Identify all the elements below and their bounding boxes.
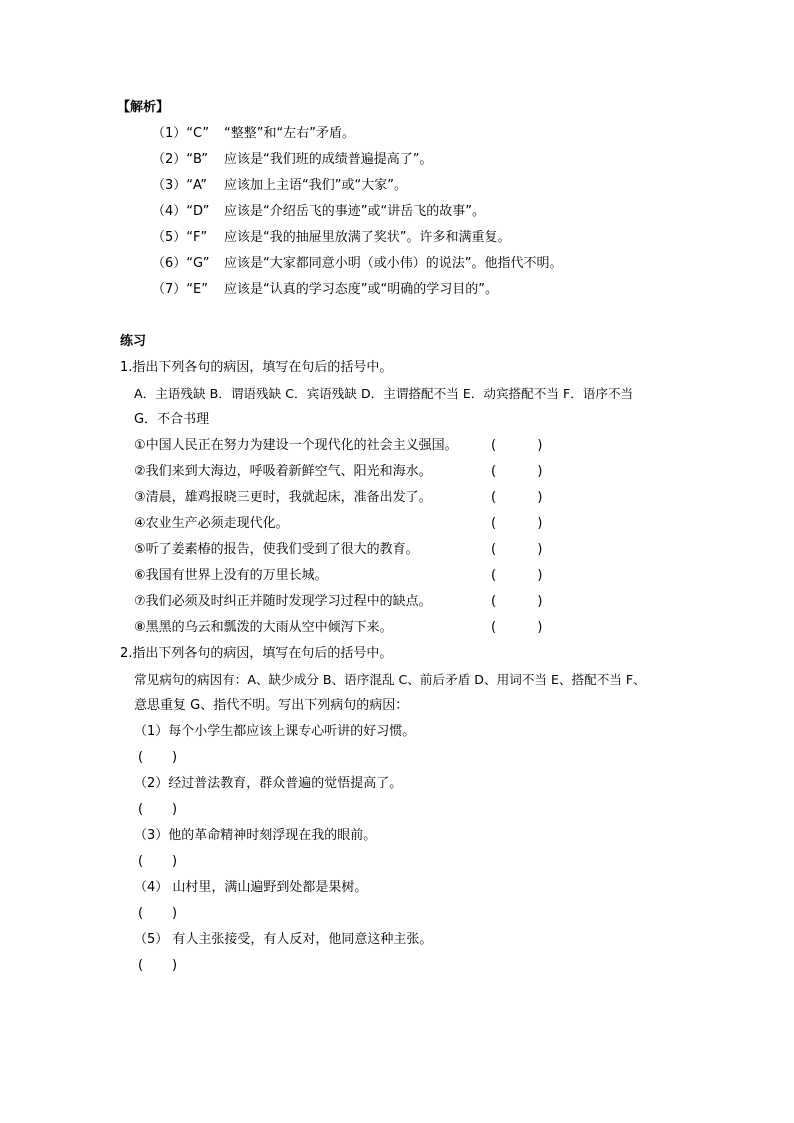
question-1-sentence: ③清晨，雄鸡报晓三更时，我就起床，准备出发了。	[134, 490, 432, 505]
analysis-item-label: （3）“A”	[152, 178, 208, 193]
answer-blank[interactable]: ( )	[138, 906, 178, 921]
question-2-sentence: （4） 山村里，满山遍野到处都是果树。	[134, 880, 368, 895]
question-1-sentence: ⑥我国有世界上没有的万里长城。	[134, 568, 328, 583]
analysis-item-label: （2）“B”	[152, 152, 208, 167]
answer-blank[interactable]: ( )	[138, 958, 178, 973]
question-1-sentence: ⑤听了姜素椿的报告，使我们受到了很大的教育。	[134, 542, 419, 557]
analysis-item	[152, 177, 407, 195]
analysis-item	[152, 151, 432, 169]
question-2-sentence: （5） 有人主张接受，有人反对，他同意这种主张。	[134, 932, 433, 947]
answer-blank[interactable]: ( )	[491, 568, 543, 583]
analysis-item-label: （1）“C”	[152, 126, 210, 141]
analysis-item-text: 应该是“认真的学习态度”或“明确的学习目的”。	[224, 282, 498, 297]
analysis-heading: 【解析】	[117, 100, 170, 115]
question-1-sentence: ⑧黑黑的乌云和瓢泼的大雨从空中倾泻下来。	[134, 620, 393, 635]
analysis-item	[152, 125, 355, 143]
answer-blank[interactable]: ( )	[138, 802, 178, 817]
question-2-intro: 常见病句的病因有：A、缺少成分 B、语序混乱 C、前后矛盾 D、用词不当 E、搭配不当 F、	[134, 672, 646, 687]
question-1-sentence: ②我们来到大海边，呼吸着新鲜空气、阳光和海水。	[134, 464, 432, 479]
question-2-sentence: （3）他的革命精神时刻浮现在我的眼前。	[134, 828, 377, 843]
analysis-item-text: 应该是“我们班的成绩普遍提高了”。	[224, 152, 433, 167]
question-1-sentence: ⑦我们必须及时纠正并随时发现学习过程中的缺点。	[134, 594, 432, 609]
analysis-item-text: 应该是“我的抽屉里放满了奖状”。许多和满重复。	[224, 230, 511, 245]
analysis-item-text: 应该是“大家都同意小明（或小伟）的说法”。他指代不明。	[224, 256, 563, 271]
question-2-sentence: （2）经过普法教育，群众普遍的觉悟提高了。	[134, 776, 403, 791]
answer-blank[interactable]: ( )	[491, 490, 543, 505]
question-1-sentence: ①中国人民正在努力为建设一个现代化的社会主义强国。	[134, 438, 458, 453]
question-1-options: A．主语残缺 B．谓语残缺 C．宾语残缺 D．主谓搭配不当 E．动宾搭配不当 F．语序不当	[134, 386, 634, 401]
analysis-item-text: 应该是“介绍岳飞的事迹”或“讲岳飞的故事”。	[224, 204, 485, 219]
answer-blank[interactable]: ( )	[491, 516, 543, 531]
analysis-item-label: （7）“E”	[152, 282, 208, 297]
analysis-item-text: 应该加上主语“我们”或“大家”。	[224, 178, 407, 193]
question-2-sentence: （1）每个小学生都应该上课专心听讲的好习惯。	[134, 724, 416, 739]
question-1-sentence: ④农业生产必须走现代化。	[134, 516, 289, 531]
answer-blank[interactable]: ( )	[491, 620, 543, 635]
question-2-intro-cont: 意思重复 G、指代不明。写出下列病句的病因：	[134, 698, 409, 713]
analysis-item	[152, 255, 562, 273]
answer-blank[interactable]: ( )	[138, 854, 178, 869]
analysis-item-label: （5）“F”	[152, 230, 208, 245]
question-1-stem: 1.指出下列各句的病因，填写在句后的括号中。	[120, 360, 393, 375]
answer-blank[interactable]: ( )	[491, 438, 543, 453]
analysis-item	[152, 229, 510, 247]
analysis-item	[152, 203, 485, 221]
analysis-item	[152, 281, 498, 299]
analysis-item-label: （4）“D”	[152, 204, 210, 219]
answer-blank[interactable]: ( )	[491, 594, 543, 609]
analysis-item-label: （6）“G”	[152, 256, 210, 271]
analysis-item-text: “整整”和“左右”矛盾。	[224, 126, 355, 141]
answer-blank[interactable]: ( )	[491, 542, 543, 557]
question-2-stem: 2.指出下列各句的病因，填写在句后的括号中。	[120, 646, 393, 661]
practice-heading: 练习	[120, 334, 147, 349]
question-1-options-cont: G．不合书理	[134, 412, 210, 427]
answer-blank[interactable]: ( )	[491, 464, 543, 479]
answer-blank[interactable]: ( )	[138, 750, 178, 765]
